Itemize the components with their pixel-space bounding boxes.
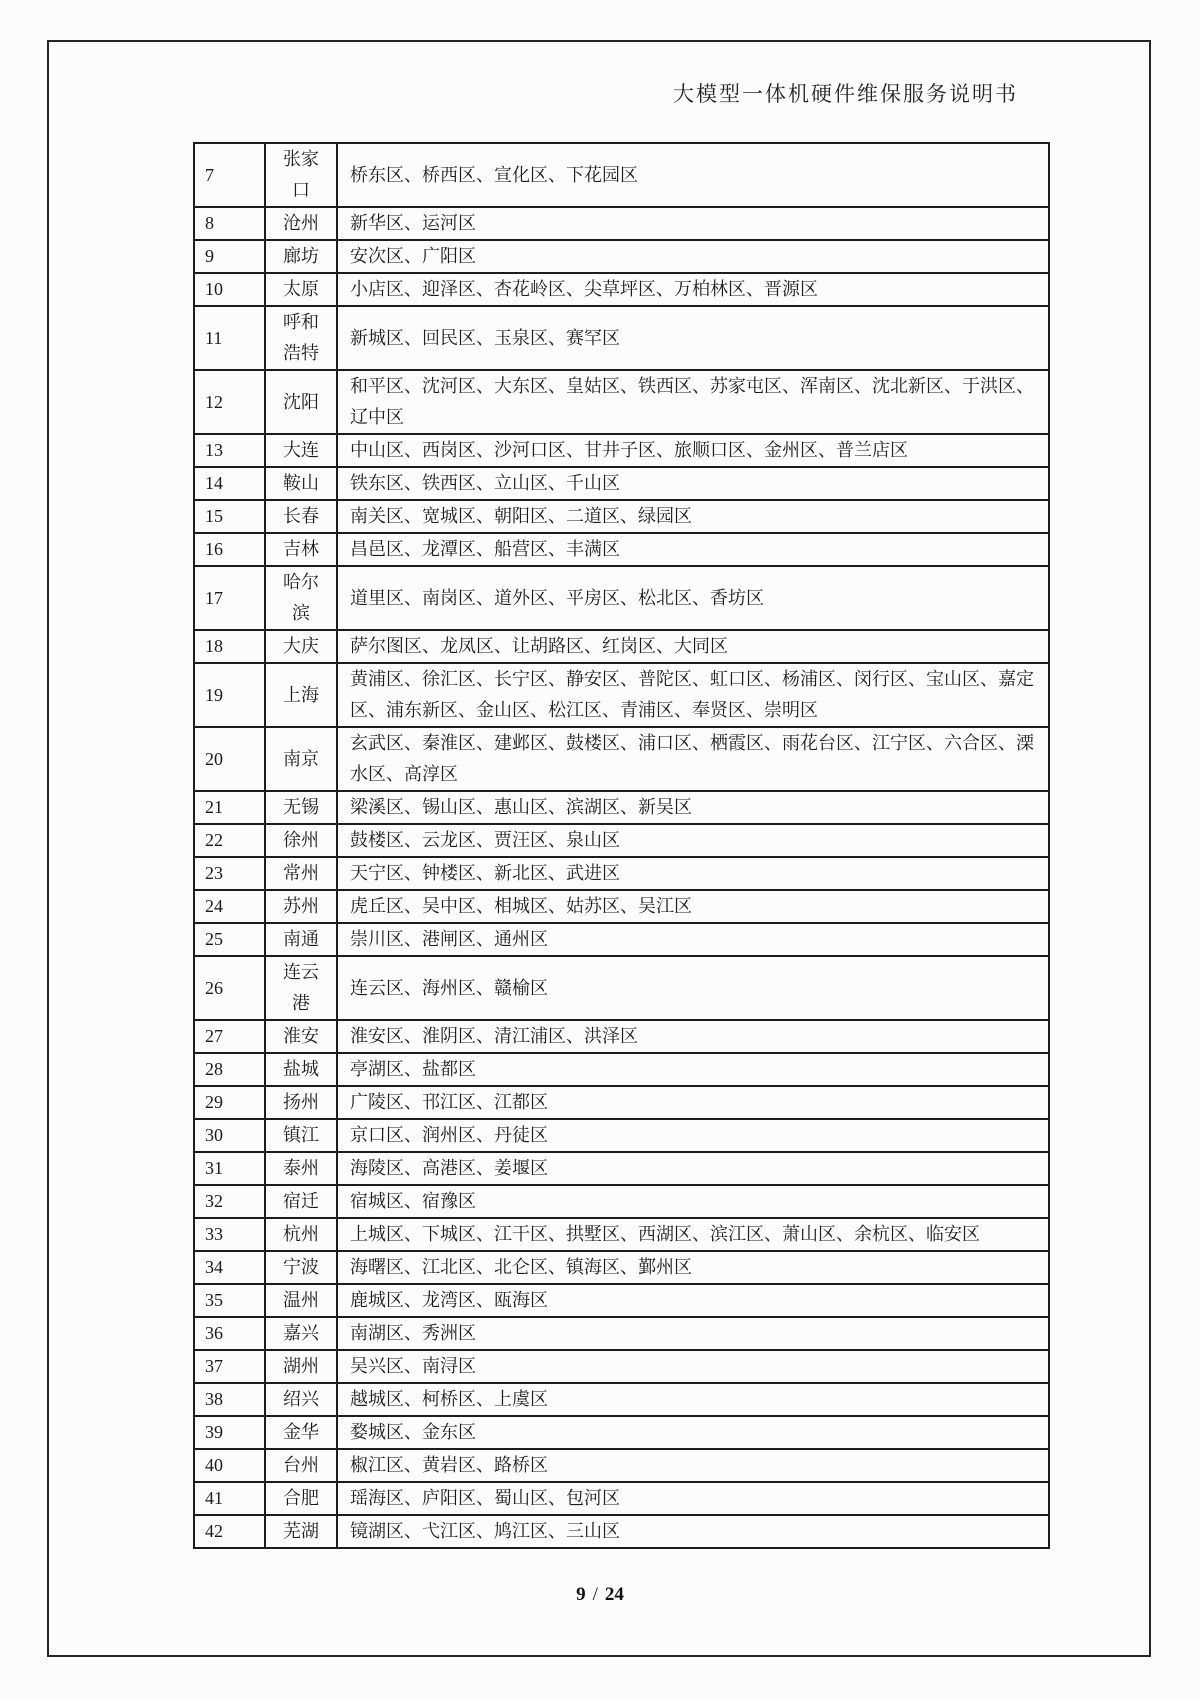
row-number-cell: 42 — [194, 1515, 265, 1548]
city-name-cell: 温州 — [265, 1284, 337, 1317]
table-row — [194, 791, 1049, 824]
page-footer — [0, 1584, 1200, 1606]
table-row — [194, 1086, 1049, 1119]
districts-cell: 铁东区、铁西区、立山区、千山区 — [337, 467, 1049, 500]
city-name-cell: 淮安 — [265, 1020, 337, 1053]
table-row — [194, 240, 1049, 273]
row-number-cell: 34 — [194, 1251, 265, 1284]
city-name-cell: 太原 — [265, 273, 337, 306]
districts-cell: 椒江区、黄岩区、路桥区 — [337, 1449, 1049, 1482]
table-row — [194, 1185, 1049, 1218]
city-name-cell: 湖州 — [265, 1350, 337, 1383]
districts-cell: 昌邑区、龙潭区、船营区、丰满区 — [337, 533, 1049, 566]
city-name-cell: 绍兴 — [265, 1383, 337, 1416]
row-number-cell: 24 — [194, 890, 265, 923]
table-row — [194, 1416, 1049, 1449]
table-row — [194, 1251, 1049, 1284]
city-name-cell: 长春 — [265, 500, 337, 533]
row-number-cell: 25 — [194, 923, 265, 956]
districts-cell: 连云区、海州区、赣榆区 — [337, 956, 1049, 1020]
table-row — [194, 663, 1049, 727]
row-number-cell: 16 — [194, 533, 265, 566]
city-name-cell: 杭州 — [265, 1218, 337, 1251]
districts-cell: 黄浦区、徐汇区、长宁区、静安区、普陀区、虹口区、杨浦区、闵行区、宝山区、嘉定区、浦东新区、金山区、松江区、青浦区、奉贤区、崇明区 — [337, 663, 1049, 727]
row-number-cell: 31 — [194, 1152, 265, 1185]
coverage-table-body — [194, 143, 1049, 1548]
city-name-cell: 吉林 — [265, 533, 337, 566]
table-row — [194, 143, 1049, 207]
city-name-cell: 上海 — [265, 663, 337, 727]
table-row — [194, 1317, 1049, 1350]
districts-cell: 鹿城区、龙湾区、瓯海区 — [337, 1284, 1049, 1317]
row-number-cell: 11 — [194, 306, 265, 370]
districts-cell: 新华区、运河区 — [337, 207, 1049, 240]
row-number-cell: 8 — [194, 207, 265, 240]
city-name-cell: 金华 — [265, 1416, 337, 1449]
districts-cell: 新城区、回民区、玉泉区、赛罕区 — [337, 306, 1049, 370]
districts-cell: 海陵区、高港区、姜堰区 — [337, 1152, 1049, 1185]
row-number-cell: 30 — [194, 1119, 265, 1152]
row-number-cell: 40 — [194, 1449, 265, 1482]
table-row — [194, 1284, 1049, 1317]
table-row — [194, 727, 1049, 791]
row-number-cell: 12 — [194, 370, 265, 434]
row-number-cell: 36 — [194, 1317, 265, 1350]
districts-cell: 婺城区、金东区 — [337, 1416, 1049, 1449]
table-row — [194, 434, 1049, 467]
row-number-cell: 18 — [194, 630, 265, 663]
districts-cell: 瑶海区、庐阳区、蜀山区、包河区 — [337, 1482, 1049, 1515]
city-name-cell: 沈阳 — [265, 370, 337, 434]
city-name-cell: 南京 — [265, 727, 337, 791]
city-name-cell: 镇江 — [265, 1119, 337, 1152]
districts-cell: 萨尔图区、龙凤区、让胡路区、红岗区、大同区 — [337, 630, 1049, 663]
table-row — [194, 1119, 1049, 1152]
city-name-cell: 盐城 — [265, 1053, 337, 1086]
row-number-cell: 7 — [194, 143, 265, 207]
maintenance-coverage-table — [193, 142, 1050, 1549]
city-name-cell: 泰州 — [265, 1152, 337, 1185]
districts-cell: 虎丘区、吴中区、相城区、姑苏区、吴江区 — [337, 890, 1049, 923]
table-row — [194, 857, 1049, 890]
row-number-cell: 21 — [194, 791, 265, 824]
table-row — [194, 956, 1049, 1020]
districts-cell: 广陵区、邗江区、江都区 — [337, 1086, 1049, 1119]
row-number-cell: 17 — [194, 566, 265, 630]
districts-cell: 镜湖区、弋江区、鸠江区、三山区 — [337, 1515, 1049, 1548]
row-number-cell: 39 — [194, 1416, 265, 1449]
districts-cell: 玄武区、秦淮区、建邺区、鼓楼区、浦口区、栖霞区、雨花台区、江宁区、六合区、溧水区、高淳区 — [337, 727, 1049, 791]
table-row — [194, 630, 1049, 663]
row-number-cell: 9 — [194, 240, 265, 273]
city-name-cell: 苏州 — [265, 890, 337, 923]
row-number-cell: 29 — [194, 1086, 265, 1119]
table-row — [194, 923, 1049, 956]
table-row — [194, 533, 1049, 566]
row-number-cell: 33 — [194, 1218, 265, 1251]
header-title: 大模型一体机硬件维保服务说明书 — [673, 82, 1018, 106]
table-row — [194, 306, 1049, 370]
city-name-cell: 廊坊 — [265, 240, 337, 273]
table-row — [194, 1515, 1049, 1548]
table-row — [194, 1152, 1049, 1185]
row-number-cell: 14 — [194, 467, 265, 500]
districts-cell: 上城区、下城区、江干区、拱墅区、西湖区、滨江区、萧山区、余杭区、临安区 — [337, 1218, 1049, 1251]
table-row — [194, 273, 1049, 306]
table-row — [194, 467, 1049, 500]
districts-cell: 鼓楼区、云龙区、贾汪区、泉山区 — [337, 824, 1049, 857]
row-number-cell: 35 — [194, 1284, 265, 1317]
row-number-cell: 15 — [194, 500, 265, 533]
city-name-cell: 大庆 — [265, 630, 337, 663]
table-row — [194, 824, 1049, 857]
city-name-cell: 南通 — [265, 923, 337, 956]
districts-cell: 天宁区、钟楼区、新北区、武进区 — [337, 857, 1049, 890]
city-name-cell: 鞍山 — [265, 467, 337, 500]
city-name-cell: 沧州 — [265, 207, 337, 240]
city-name-cell: 无锡 — [265, 791, 337, 824]
page-number-separator: / — [592, 1584, 598, 1605]
city-name-cell: 台州 — [265, 1449, 337, 1482]
table-row — [194, 1383, 1049, 1416]
city-name-cell: 芜湖 — [265, 1515, 337, 1548]
districts-cell: 桥东区、桥西区、宣化区、下花园区 — [337, 143, 1049, 207]
table-row — [194, 1449, 1049, 1482]
city-name-cell: 大连 — [265, 434, 337, 467]
table-row — [194, 1482, 1049, 1515]
districts-cell: 宿城区、宿豫区 — [337, 1185, 1049, 1218]
row-number-cell: 38 — [194, 1383, 265, 1416]
row-number-cell: 10 — [194, 273, 265, 306]
districts-cell: 道里区、南岗区、道外区、平房区、松北区、香坊区 — [337, 566, 1049, 630]
row-number-cell: 32 — [194, 1185, 265, 1218]
city-name-cell: 嘉兴 — [265, 1317, 337, 1350]
districts-cell: 越城区、柯桥区、上虞区 — [337, 1383, 1049, 1416]
city-name-cell: 常州 — [265, 857, 337, 890]
table-row — [194, 1020, 1049, 1053]
city-name-cell: 合肥 — [265, 1482, 337, 1515]
city-name-cell: 扬州 — [265, 1086, 337, 1119]
districts-cell: 吴兴区、南浔区 — [337, 1350, 1049, 1383]
row-number-cell: 26 — [194, 956, 265, 1020]
table-row — [194, 370, 1049, 434]
city-name-cell: 哈尔滨 — [265, 566, 337, 630]
row-number-cell: 23 — [194, 857, 265, 890]
districts-cell: 安次区、广阳区 — [337, 240, 1049, 273]
row-number-cell: 19 — [194, 663, 265, 727]
table-row — [194, 207, 1049, 240]
districts-cell: 崇川区、港闸区、通州区 — [337, 923, 1049, 956]
city-name-cell: 徐州 — [265, 824, 337, 857]
districts-cell: 南关区、宽城区、朝阳区、二道区、绿园区 — [337, 500, 1049, 533]
districts-cell: 中山区、西岗区、沙河口区、甘井子区、旅顺口区、金州区、普兰店区 — [337, 434, 1049, 467]
table-row — [194, 1218, 1049, 1251]
city-name-cell: 呼和浩特 — [265, 306, 337, 370]
row-number-cell: 27 — [194, 1020, 265, 1053]
districts-cell: 海曙区、江北区、北仑区、镇海区、鄞州区 — [337, 1251, 1049, 1284]
districts-cell: 和平区、沈河区、大东区、皇姑区、铁西区、苏家屯区、浑南区、沈北新区、于洪区、辽中区 — [337, 370, 1049, 434]
districts-cell: 亭湖区、盐都区 — [337, 1053, 1049, 1086]
districts-cell: 南湖区、秀洲区 — [337, 1317, 1049, 1350]
row-number-cell: 20 — [194, 727, 265, 791]
table-row — [194, 890, 1049, 923]
row-number-cell: 13 — [194, 434, 265, 467]
row-number-cell: 22 — [194, 824, 265, 857]
total-pages: 24 — [604, 1584, 624, 1605]
row-number-cell: 41 — [194, 1482, 265, 1515]
current-page-number: 9 — [576, 1584, 586, 1605]
city-name-cell: 宁波 — [265, 1251, 337, 1284]
city-name-cell: 宿迁 — [265, 1185, 337, 1218]
row-number-cell: 37 — [194, 1350, 265, 1383]
table-row — [194, 566, 1049, 630]
city-name-cell: 连云港 — [265, 956, 337, 1020]
districts-cell: 京口区、润州区、丹徒区 — [337, 1119, 1049, 1152]
city-name-cell: 张家口 — [265, 143, 337, 207]
table-row — [194, 1350, 1049, 1383]
row-number-cell: 28 — [194, 1053, 265, 1086]
districts-cell: 淮安区、淮阴区、清江浦区、洪泽区 — [337, 1020, 1049, 1053]
table-row — [194, 1053, 1049, 1086]
districts-cell: 梁溪区、锡山区、惠山区、滨湖区、新吴区 — [337, 791, 1049, 824]
table-row — [194, 500, 1049, 533]
districts-cell: 小店区、迎泽区、杏花岭区、尖草坪区、万柏林区、晋源区 — [337, 273, 1049, 306]
